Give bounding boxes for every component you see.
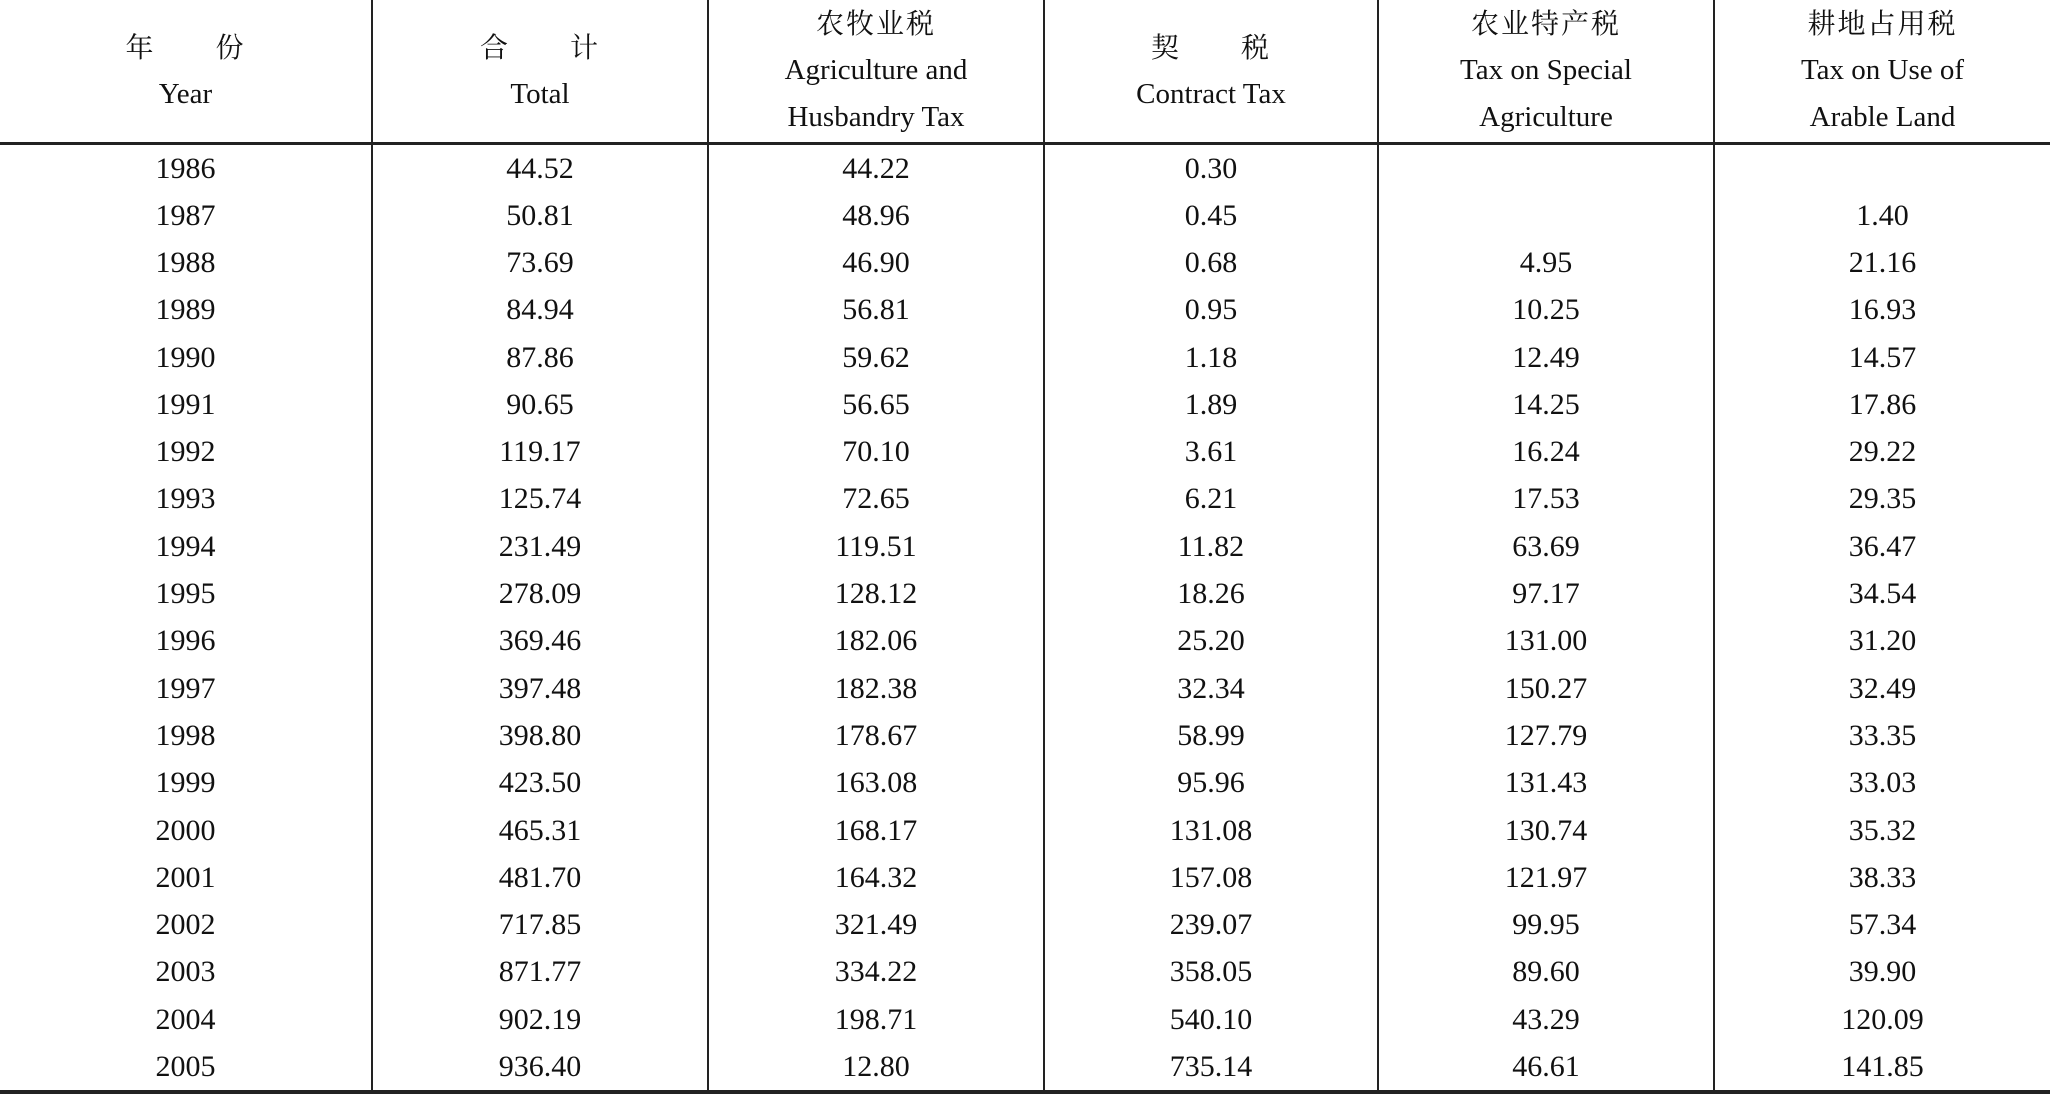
column-header-en: Contract Tax — [1136, 77, 1286, 110]
cell-contract-tax: 0.95 — [1044, 286, 1378, 333]
table-row — [0, 617, 2050, 664]
cell-contract-tax: 95.96 — [1044, 759, 1378, 806]
cell-agriculture-husbandry-tax: 70.10 — [708, 428, 1044, 475]
column-header-en: Arable Land — [1809, 101, 1956, 134]
cell-contract-tax: 25.20 — [1044, 617, 1378, 664]
cell-special-agriculture-tax: 127.79 — [1378, 712, 1714, 759]
cell-arable-land-tax: 39.90 — [1714, 948, 2050, 995]
table-row — [0, 712, 2050, 759]
cell-special-agriculture-tax — [1378, 143, 1714, 192]
table-row — [0, 475, 2050, 522]
cell-year: 1994 — [155, 529, 216, 563]
table-row — [0, 192, 2050, 239]
table-body — [0, 143, 2050, 1092]
cell-special-agriculture-tax: 99.95 — [1378, 901, 1714, 948]
cell-special-agriculture-tax: 16.24 — [1378, 428, 1714, 475]
cell-special-agriculture-tax: 63.69 — [1378, 523, 1714, 570]
cell-arable-land-tax: 33.03 — [1714, 759, 2050, 806]
cell-year: 2000 — [155, 813, 216, 847]
cell-agriculture-husbandry-tax: 198.71 — [708, 996, 1044, 1043]
cell-contract-tax: 239.07 — [1044, 901, 1378, 948]
cell-agriculture-husbandry-tax: 56.81 — [708, 286, 1044, 333]
cell-year: 2005 — [0, 1043, 372, 1092]
cell-year: 1993 — [155, 482, 216, 516]
cell-contract-tax: 0.30 — [1044, 143, 1378, 192]
cell-total: 481.70 — [372, 854, 708, 901]
column-header-zh: 年 份 — [125, 30, 246, 64]
cell-contract-tax: 131.08 — [1044, 806, 1378, 853]
cell-total: 231.49 — [372, 523, 708, 570]
cell-arable-land-tax: 32.49 — [1714, 664, 2050, 711]
cell-year: 2001 — [155, 860, 216, 894]
column-header-arable-land-tax — [1714, 0, 2050, 143]
cell-arable-land-tax: 29.22 — [1714, 428, 2050, 475]
cell-contract-tax: 11.82 — [1044, 523, 1378, 570]
cell-agriculture-husbandry-tax: 44.22 — [708, 143, 1044, 192]
cell-arable-land-tax: 17.86 — [1714, 381, 2050, 428]
column-header-zh: 契 税 — [1150, 30, 1271, 64]
header-row — [0, 0, 2050, 143]
column-header-en: Agriculture — [1479, 101, 1613, 134]
cell-agriculture-husbandry-tax: 12.80 — [708, 1043, 1044, 1092]
cell-arable-land-tax — [1714, 143, 2050, 192]
table-row — [0, 996, 2050, 1043]
cell-year: 2003 — [155, 955, 216, 989]
table-row — [0, 428, 2050, 475]
cell-contract-tax: 0.68 — [1044, 239, 1378, 286]
table-row — [0, 239, 2050, 286]
cell-special-agriculture-tax: 131.43 — [1378, 759, 1714, 806]
cell-total: 50.81 — [372, 192, 708, 239]
column-header-special-agriculture-tax — [1378, 0, 1714, 143]
cell-agriculture-husbandry-tax: 119.51 — [708, 523, 1044, 570]
cell-arable-land-tax: 36.47 — [1714, 523, 2050, 570]
cell-total: 871.77 — [372, 948, 708, 995]
cell-arable-land-tax: 38.33 — [1714, 854, 2050, 901]
cell-arable-land-tax: 57.34 — [1714, 901, 2050, 948]
cell-arable-land-tax: 14.57 — [1714, 333, 2050, 380]
cell-agriculture-husbandry-tax: 56.65 — [708, 381, 1044, 428]
table-row — [0, 570, 2050, 617]
cell-year: 1999 — [155, 766, 216, 800]
table-row — [0, 286, 2050, 333]
cell-year: 1998 — [155, 718, 216, 752]
column-header-zh: 农业特产税 — [1470, 7, 1621, 41]
table-row — [0, 854, 2050, 901]
column-header-total — [372, 0, 708, 143]
column-header-agriculture-husbandry-tax — [708, 0, 1044, 143]
column-header-zh: 合 计 — [479, 30, 600, 64]
cell-special-agriculture-tax: 131.00 — [1378, 617, 1714, 664]
cell-agriculture-husbandry-tax: 182.06 — [708, 617, 1044, 664]
column-header-en: Agriculture and — [784, 54, 968, 87]
column-header-en: Husbandry Tax — [787, 101, 965, 134]
cell-total: 87.86 — [372, 333, 708, 380]
cell-special-agriculture-tax: 10.25 — [1378, 286, 1714, 333]
cell-total: 717.85 — [372, 901, 708, 948]
cell-contract-tax: 1.18 — [1044, 333, 1378, 380]
cell-agriculture-husbandry-tax: 163.08 — [708, 759, 1044, 806]
cell-total: 119.17 — [372, 428, 708, 475]
cell-total: 125.74 — [372, 475, 708, 522]
cell-special-agriculture-tax — [1378, 192, 1714, 239]
table-row — [0, 664, 2050, 711]
cell-total: 936.40 — [372, 1043, 708, 1092]
cell-arable-land-tax: 29.35 — [1714, 475, 2050, 522]
cell-year: 2002 — [155, 908, 216, 942]
table-row — [0, 143, 2050, 192]
cell-year: 1988 — [155, 245, 216, 279]
cell-arable-land-tax: 120.09 — [1714, 996, 2050, 1043]
cell-agriculture-husbandry-tax: 168.17 — [708, 806, 1044, 853]
cell-contract-tax: 3.61 — [1044, 428, 1378, 475]
table-row — [0, 759, 2050, 806]
cell-special-agriculture-tax: 43.29 — [1378, 996, 1714, 1043]
cell-total: 465.31 — [372, 806, 708, 853]
cell-year: 1986 — [155, 151, 216, 185]
cell-contract-tax: 18.26 — [1044, 570, 1378, 617]
cell-arable-land-tax: 16.93 — [1714, 286, 2050, 333]
column-header-en: Year — [158, 77, 213, 110]
cell-total: 73.69 — [372, 239, 708, 286]
cell-total: 902.19 — [372, 996, 708, 1043]
cell-arable-land-tax: 35.32 — [1714, 806, 2050, 853]
cell-special-agriculture-tax: 150.27 — [1378, 664, 1714, 711]
column-header-en: Tax on Use of — [1800, 54, 1965, 87]
cell-total: 84.94 — [372, 286, 708, 333]
table-row — [0, 901, 2050, 948]
column-header-en: Tax on Special — [1460, 54, 1632, 87]
column-header-year — [0, 0, 372, 143]
cell-special-agriculture-tax: 14.25 — [1378, 381, 1714, 428]
cell-special-agriculture-tax: 12.49 — [1378, 333, 1714, 380]
cell-agriculture-husbandry-tax: 46.90 — [708, 239, 1044, 286]
cell-total: 398.80 — [372, 712, 708, 759]
cell-special-agriculture-tax: 121.97 — [1378, 854, 1714, 901]
cell-arable-land-tax: 141.85 — [1714, 1043, 2050, 1092]
cell-agriculture-husbandry-tax: 48.96 — [708, 192, 1044, 239]
cell-contract-tax: 0.45 — [1044, 192, 1378, 239]
cell-special-agriculture-tax: 46.61 — [1378, 1043, 1714, 1092]
cell-contract-tax: 1.89 — [1044, 381, 1378, 428]
cell-agriculture-husbandry-tax: 128.12 — [708, 570, 1044, 617]
cell-arable-land-tax: 31.20 — [1714, 617, 2050, 664]
cell-year: 1997 — [155, 671, 216, 705]
column-header-zh: 耕地占用税 — [1807, 7, 1958, 41]
cell-arable-land-tax: 21.16 — [1714, 239, 2050, 286]
cell-contract-tax: 540.10 — [1044, 996, 1378, 1043]
cell-special-agriculture-tax: 4.95 — [1378, 239, 1714, 286]
cell-arable-land-tax: 34.54 — [1714, 570, 2050, 617]
cell-agriculture-husbandry-tax: 334.22 — [708, 948, 1044, 995]
cell-agriculture-husbandry-tax: 321.49 — [708, 901, 1044, 948]
cell-special-agriculture-tax: 17.53 — [1378, 475, 1714, 522]
column-header-zh: 农牧业税 — [815, 7, 936, 41]
cell-year: 1991 — [155, 387, 216, 421]
cell-total: 278.09 — [372, 570, 708, 617]
cell-total: 90.65 — [372, 381, 708, 428]
cell-arable-land-tax: 1.40 — [1714, 192, 2050, 239]
cell-total: 397.48 — [372, 664, 708, 711]
column-header-en: Total — [510, 77, 570, 110]
table-row — [0, 806, 2050, 853]
cell-total: 369.46 — [372, 617, 708, 664]
cell-total: 44.52 — [372, 143, 708, 192]
table-row — [0, 333, 2050, 380]
cell-year: 1992 — [155, 435, 216, 469]
cell-special-agriculture-tax: 97.17 — [1378, 570, 1714, 617]
cell-year: 1989 — [155, 293, 216, 327]
cell-arable-land-tax: 33.35 — [1714, 712, 2050, 759]
column-header-contract-tax — [1044, 0, 1378, 143]
cell-year: 1996 — [155, 624, 216, 658]
table-row — [0, 381, 2050, 428]
cell-agriculture-husbandry-tax: 59.62 — [708, 333, 1044, 380]
cell-agriculture-husbandry-tax: 72.65 — [708, 475, 1044, 522]
cell-agriculture-husbandry-tax: 178.67 — [708, 712, 1044, 759]
cell-year: 1995 — [155, 577, 216, 611]
cell-agriculture-husbandry-tax: 182.38 — [708, 664, 1044, 711]
cell-contract-tax: 32.34 — [1044, 664, 1378, 711]
cell-special-agriculture-tax: 89.60 — [1378, 948, 1714, 995]
table-header — [0, 0, 2050, 143]
cell-contract-tax: 6.21 — [1044, 475, 1378, 522]
cell-contract-tax: 358.05 — [1044, 948, 1378, 995]
table-row — [0, 948, 2050, 995]
cell-year: 2004 — [155, 1002, 216, 1036]
cell-year: 1987 — [155, 198, 216, 232]
cell-year: 1990 — [155, 340, 216, 374]
cell-agriculture-husbandry-tax: 164.32 — [708, 854, 1044, 901]
cell-contract-tax: 157.08 — [1044, 854, 1378, 901]
table-row — [0, 1043, 2050, 1092]
cell-contract-tax: 58.99 — [1044, 712, 1378, 759]
cell-special-agriculture-tax: 130.74 — [1378, 806, 1714, 853]
cell-total: 423.50 — [372, 759, 708, 806]
table-row — [0, 523, 2050, 570]
cell-contract-tax: 735.14 — [1044, 1043, 1378, 1092]
